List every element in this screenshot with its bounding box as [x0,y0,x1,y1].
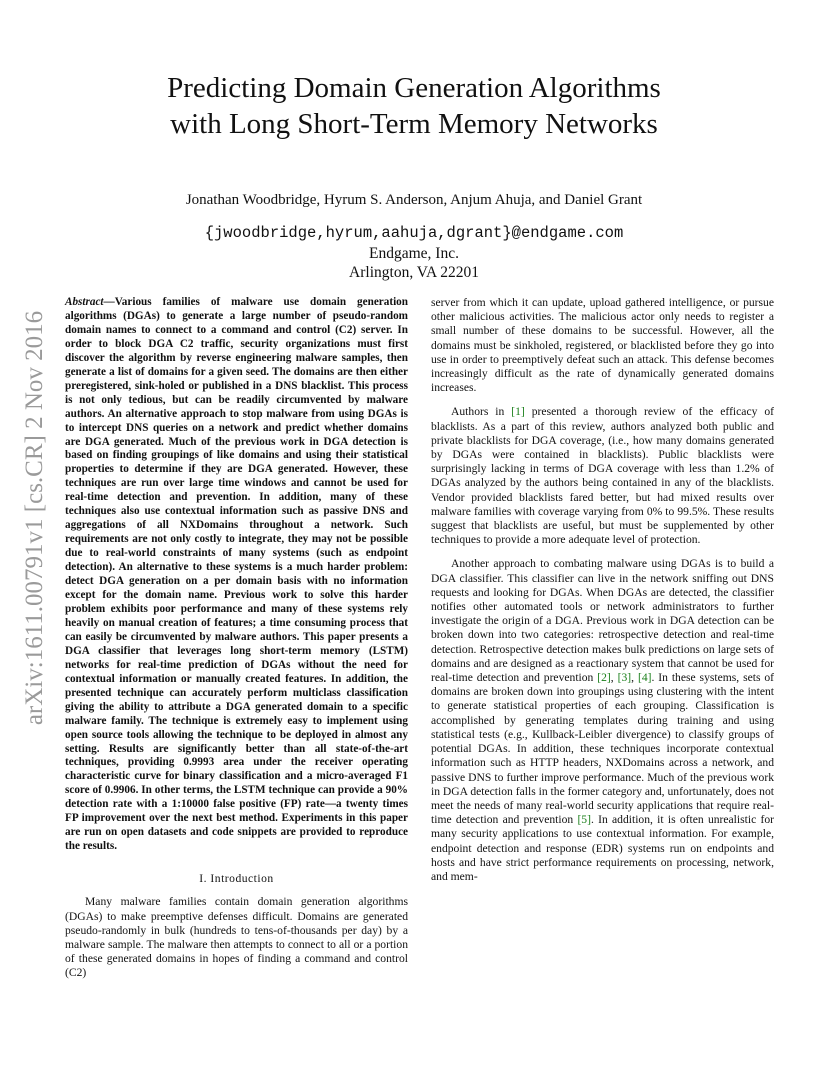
para-text: . In addition, it is often unrealistic for many security applications to use contextual information. For example, endpoint detection and response (EDR) systems run on endpoints and hosts and have strict performance requirements on processing, network, and mem- [431,813,774,883]
citation-link-2[interactable]: [2] [597,671,611,685]
citation-link-3[interactable]: [3] [617,671,632,685]
para-text: , [610,671,618,685]
intro-paragraph-4 [431,557,774,884]
affiliation: Endgame, Inc. [369,245,459,262]
citation-link-4[interactable]: [4] [637,671,652,685]
intro-paragraph-3 [431,405,774,547]
para-text: Authors in [451,405,512,419]
author-emails: {jwoodbridge,hyrum,aahuja,dgrant}@endgame.com [204,224,624,242]
arxiv-stamp-text: arXiv:1611.00791v1 [cs.CR] 2 Nov 2016 [21,310,48,726]
para-text: . In these systems, sets of domains are broken down into groupings using clustering with the intent to generate statistical properties of each grouping. Classification is accomplished by generating templates during training and using statistical tests (e.g., Kullback-Leibler divergence) to classify groups of potential DGAs. In addition, these techniques incorporate contextual information such as HTTP headers, NXDomains across a network, and passive DNS to further improve performance. Much of the previous work in DGA detection falls in the former category and, unfortunately, does not meet the needs of many real-world security applications that require real-time detection and prevention [431,671,775,827]
abstract-text: —Various families of malware use domain generation algorithms (DGAs) to generate a large number of pseudo-random domain names to connect to a command and control (C2) server. In order to block DGA C2 traffic, security organizations must first discover the algorithm by reverse engineering malware samples, then generate a list of domains for a given seed. The domains are then either preregistered, sink-holed or published in a DNS blacklist. This process is not only tedious, but can be readily circumvented by malware authors. An alternative approach to stop malware from using DGAs is to intercept DNS queries on a network and predict whether domains are DGA generated. Much of the previous work in DGA detection is based on finding groupings of like domains and using their statistical properties to determine if they are DGA generated. However, these techniques are run over large time windows and cannot be used for real-time detection and prevention. In addition, many of these techniques also use contextual information such as passive DNS and aggregations of all NXDomains throughout a network. Such requirements are not only costly to integrate, they may not be possible due to real-world constraints of many systems (such as endpoint detection). An alternative to these systems is a much harder problem: detect DGA generation on a per domain basis with no information except for the domain name. Previous work to solve this harder problem exhibits poor performance and many of these systems rely heavily on manual creation of features; a time consuming process that can easily be circumvented by malware authors. This paper presents a DGA classifier that leverages long short-term memory (LSTM) networks for real-time prediction of DGAs without the need for contextual information or manually created features. In addition, the presented technique can accurately perform multiclass classification giving the ability to attribute a DGA generated domain to a specific malware family. The technique is extremely easy to implement using open source tools allowing the technique to be deployed in almost any setting. Results are significantly better than all state-of-the-art techniques, providing 0.9993 area under the receiver operating characteristic curve for binary classification and a micro-averaged F1 score of 0.9906. In other terms, the LSTM technique can provide a 90% detection rate with a 1:10000 false positive (FP) rate—a twenty times FP improvement over the next best method. Experiments in this paper are run on open datasets and code snippets are provided to reproduce the results. [65,296,408,853]
intro-paragraph-2: server from which it can update, upload gathered intelligence, or pursue other malicious activities. The malicious actor only needs to register a small number of these domains to be successful. However, all the domains must be sinkholed, registered, or blacklisted before they go into use in order to preemptively defeat such an attack. This defense becomes increasingly difficult as the rate of dynamically generated domains increases. [431,296,774,395]
arxiv-stamp [20,288,50,748]
right-column [431,296,774,884]
citation-link-5[interactable]: [5] [577,813,591,827]
section-heading-introduction: I. Introduction [199,872,274,886]
citation-link-1[interactable]: [1] [511,405,525,419]
intro-paragraph-1: Many malware families contain domain generation algorithms (DGAs) to make preemptive defenses difficult. Domains are generated pseudo-randomly in bulk (hundreds to tens-of-thousands per day) by a malware sample. The malware then attempts to connect to all or a portion of these generated domains in hopes of finding a command and control (C2) [65,895,408,980]
para-text: Another approach to combating malware using DGAs is to build a DGA classifier. This classifier can live in the network sniffing out DNS requests and looking for DGAs. When DGAs are detected, the classifier notifies other automated tools or network administrators to further investigate the origin of a DGA. Previous work in DGA detection can be broken down into two categories: retrospective detection and real-time detection. Retrospective detection makes bulk predictions on large sets of domains and are designed as a reactionary system that cannot be used for real-time detection and prevention [431,557,774,685]
title-line-1: Predicting Domain Generation Algorithms [167,72,661,104]
location: Arlington, VA 22201 [349,264,479,281]
para-text: , [631,671,638,685]
paper-title [60,70,768,142]
abstract-lead: Abstract [65,296,104,308]
para-text: presented a thorough review of the efficacy of blacklists. As a part of this review, authors analyzed both public and private blacklists for DGA coverage, (i.e., how many domains generated by DGAs were contained in blacklists). Public blacklists were surprisingly lacking in terms of DGA coverage with less than 1.2% of DGAs analyzed by the authors being contained in any of the blacklists. Vendor provided blacklists fared better, but had mixed results over malware families with coverage varying from 0% to 99.5%. These results suggest that blacklists are useful, but must be supplemented by other techniques to provide a more adequate level of protection. [431,405,774,547]
abstract [65,296,408,854]
author-list: Jonathan Woodbridge, Hyrum S. Anderson, Anjum Ahuja, and Daniel Grant [185,192,643,208]
title-line-2: with Long Short-Term Memory Networks [170,108,658,140]
left-column [65,296,408,981]
